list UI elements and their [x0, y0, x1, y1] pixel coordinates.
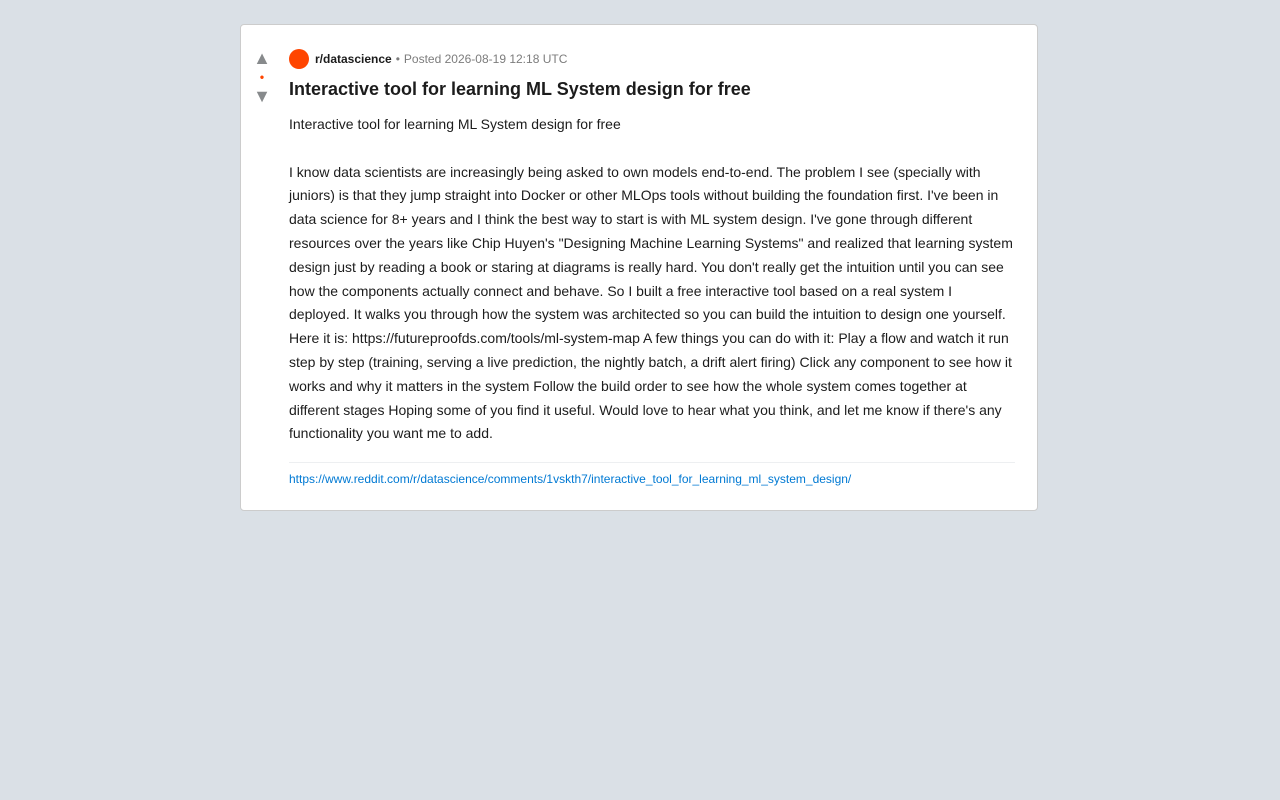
downvote-icon[interactable]: ▼	[253, 86, 271, 106]
post-meta	[289, 49, 1015, 69]
post-timestamp: Posted 2026-08-19 12:18 UTC	[403, 52, 568, 66]
divider	[289, 462, 1015, 463]
post-content	[289, 49, 1015, 488]
body-paragraph: Interactive tool for learning ML System design for free	[289, 116, 621, 132]
post-title[interactable]: Interactive tool for learning ML System design for free	[289, 79, 751, 99]
post-body	[289, 113, 1015, 446]
body-paragraph: I know data scientists are increasingly being asked to own models end-to-end. The problem I see (specially with juniors) is that they jump straight into Docker or other MLOps tools without building the foundation first. I've been in data science for 8+ years and I think the best way to start is with ML system design. I've gone through different resources over the years like Chip Huyen's "Designing Machine Learning Systems" and realized that learning system design just by reading a book or staring at diagrams is really hard. You don't really get the intuition until you can see how the components actually connect and behave. So I built a free interactive tool based on a real system I deployed. It walks you through how the system was architected so you can build the intuition to design one yourself. Here it is: https://futureproofds.com/tools/ml-system-map A few things you can do with it: Play a flow and watch it run step by step (training, serving a live prediction, the nightly batch, a drift alert firing) Click any component to see how it works and why it matters in the system Follow the build order to see how the whole system comes together at different stages Hoping some of you find it useful. Would love to hear what you think, and let me know if there's any functionality you want me to add.	[289, 163, 1013, 442]
vote-score: •	[259, 70, 265, 84]
meta-separator: •	[395, 52, 400, 66]
subreddit-icon[interactable]	[289, 49, 309, 69]
post-card	[240, 24, 1038, 511]
upvote-icon[interactable]: ▲	[253, 48, 271, 68]
subreddit-link[interactable]: r/datascience	[315, 52, 392, 66]
permalink-link[interactable]: https://www.reddit.com/r/datascience/comments/1vskth7/interactive_tool_for_learning_ml_system_design/	[289, 472, 852, 487]
vote-column	[241, 49, 283, 105]
